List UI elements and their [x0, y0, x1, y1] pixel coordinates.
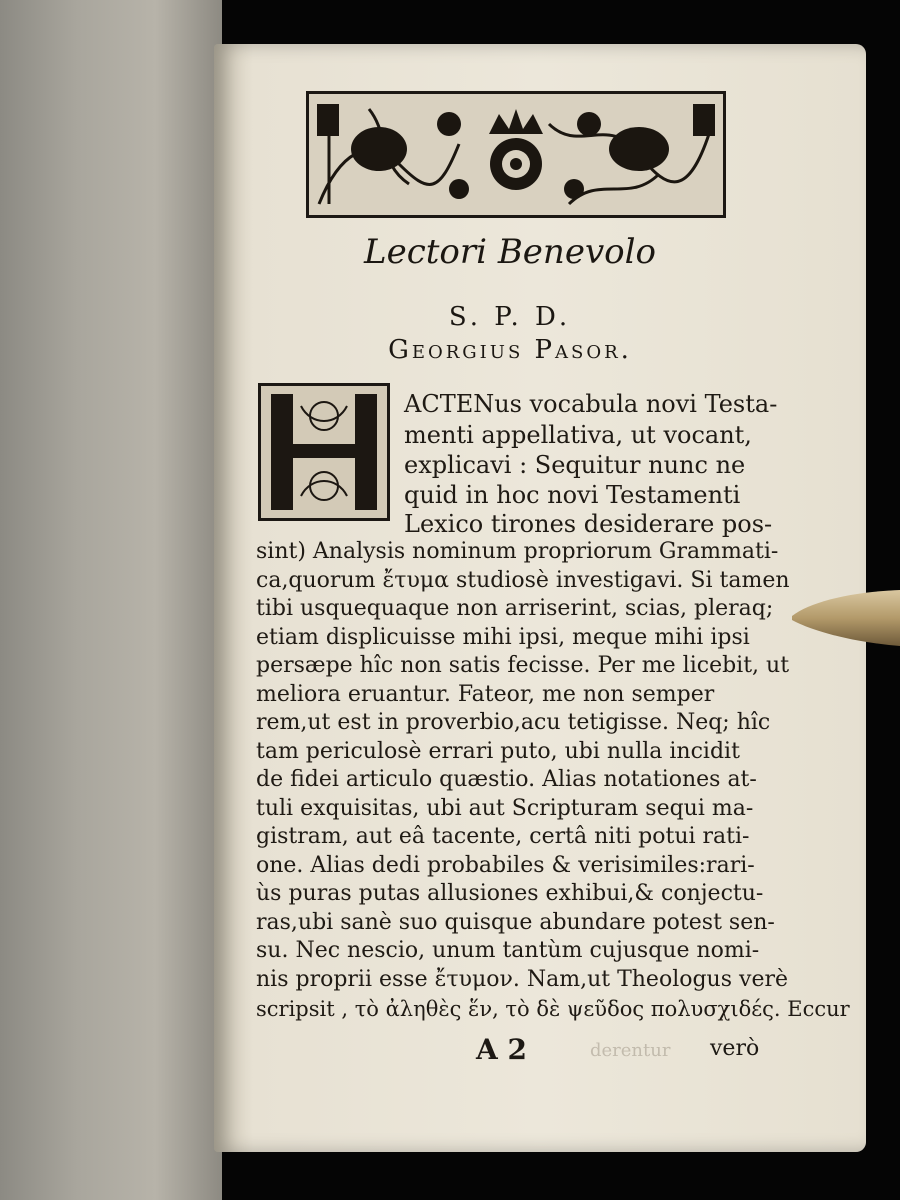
page-title: Lectori Benevolo	[364, 232, 656, 272]
text-line: rem,ut est in proverbio,acu tetigisse. Neq; hîc	[256, 710, 771, 735]
text-line: Lexico tirones desiderare pos-	[404, 510, 773, 538]
text-line: ras,ubi sanè suo quisque abundare potest sen-	[256, 910, 775, 935]
catchword: verò	[710, 1036, 760, 1061]
text-line: meliora eruantur. Fateor, me non semper	[256, 682, 715, 707]
text-line: ùs puras putas allusiones exhibui,& conjectu-	[256, 881, 764, 906]
text-line: tuli exquisitas, ubi aut Scripturam sequi ma-	[256, 796, 754, 821]
text-line: ACTENus vocabula novi Testa-	[404, 390, 778, 418]
text-line: de fidei articulo quæstio. Alias notationes at-	[256, 767, 757, 792]
signature-mark: A 2	[476, 1033, 527, 1066]
text-line: su. Nec nescio, unum tantùm cujusque nomi-	[256, 938, 760, 963]
salutation: S. P. D.	[448, 302, 572, 332]
text-line: etiam displicuisse mihi ipsi, meque mihi ipsi	[256, 625, 750, 650]
text-line: one. Alias dedi probabiles & verisimiles:rari-	[256, 853, 755, 878]
left-page	[0, 0, 222, 1200]
text-line: gistram, aut eâ tacente, certâ niti potui rati-	[256, 824, 750, 849]
text-line: nis proprii esse ἔτυμον. Nam,ut Theologus verè	[256, 967, 788, 992]
author-name: Georgius Pasor.	[388, 335, 632, 365]
text-line: scripsit , τὸ ἀληθὲς ἕν, τὸ δὲ ψεῦδος πολυσχιδές. Eccur	[256, 997, 850, 1021]
text-line: explicavi : Sequitur nunc ne	[404, 451, 746, 479]
decorated-initial-h	[258, 383, 390, 521]
text-line: tam periculosè errari puto, ubi nulla incidit	[256, 739, 740, 764]
pointer-stick-icon	[790, 584, 900, 652]
woodcut-headpiece	[306, 91, 726, 218]
text-line: menti appellativa, ut vocant,	[404, 421, 752, 449]
bleed-through-text: derentur	[590, 1040, 671, 1061]
text-line: sint) Analysis nominum propriorum Grammati-	[256, 539, 779, 564]
text-line: persæpe hîc non satis fecisse. Per me licebit, ut	[256, 653, 790, 678]
text-line: ca,quorum ἔτυμα studiosè investigavi. Si tamen	[256, 568, 790, 593]
text-line: quid in hoc novi Testamenti	[404, 481, 741, 509]
text-line: tibi usquequaque non arriserint, scias, pleraq;	[256, 596, 774, 621]
left-page-ghost-text	[25, 1051, 66, 1069]
